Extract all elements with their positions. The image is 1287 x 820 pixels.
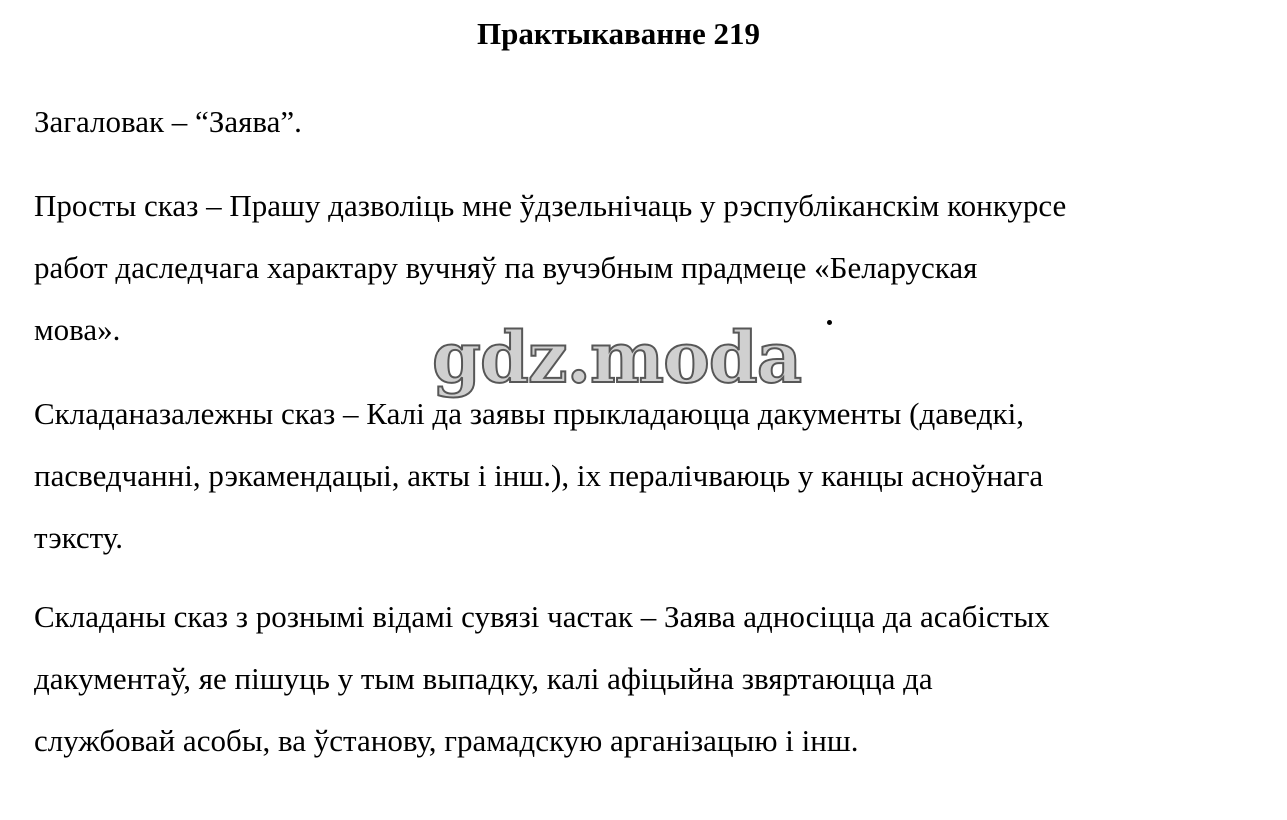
paragraph-heading (34, 91, 1244, 153)
text-line: Загаловак – “Заява”. (34, 104, 302, 139)
text-line: мова». (34, 312, 121, 347)
text-line: тэксту. (34, 520, 123, 555)
text-line: Просты сказ – Прашу дазволіць мне ўдзельнічаць у рэспубліканскім конкурсе (34, 188, 1067, 223)
text-line: Складаны сказ з рознымі відамі сувязі частак – Заява адносіцца да асабістых (34, 599, 1050, 634)
paragraph-mixed-sentence (34, 586, 1244, 772)
paragraph-complex-sentence (34, 383, 1244, 569)
watermark-logo: gdz.moda (432, 316, 802, 399)
text-line: службовай асобы, ва ўстанову, грамадскую арганізацыю і інш. (34, 723, 859, 758)
text-line: дакументаў, яе пішуць у тым выпадку, калі афіцыйна звяртаюцца да (34, 661, 933, 696)
text-line: Складаназалежны сказ – Калі да заявы прыкладаюцца дакументы (даведкі, (34, 396, 1024, 431)
page-title: Практыкаванне 219 (476, 16, 760, 51)
paragraph-simple-sentence (34, 175, 1244, 361)
text-line: пасведчанні, рэкамендацыі, акты і інш.), іх пералічваюць у канцы асноўнага (34, 458, 1044, 493)
text-line: работ даследчага характару вучняў па вучэбным прадмеце «Беларуская (34, 250, 978, 285)
watermark-dot (827, 320, 832, 325)
